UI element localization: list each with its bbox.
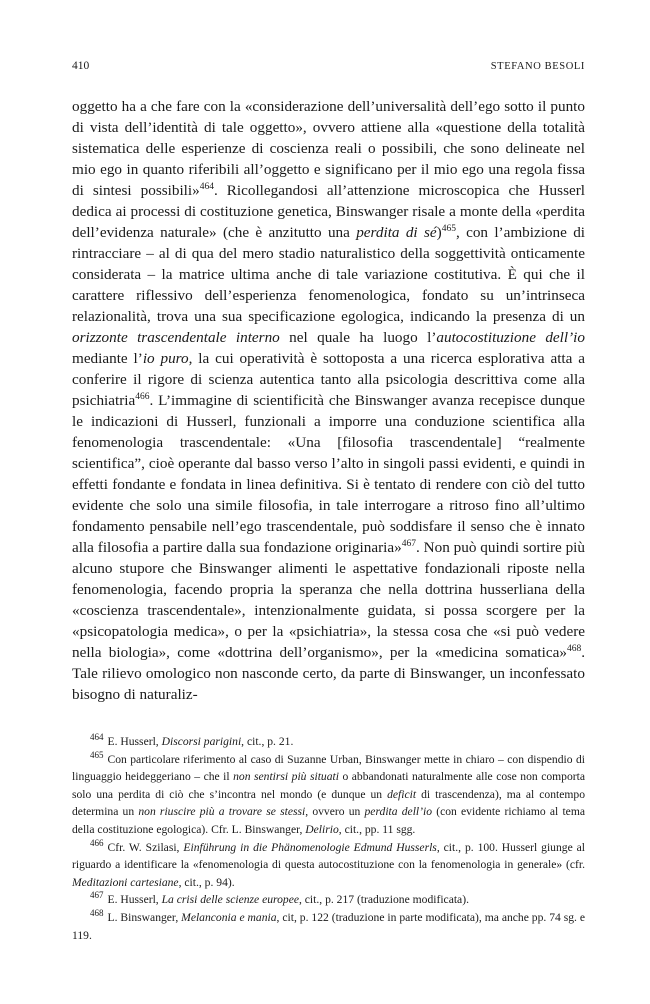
text-run: . Ricollegandosi all’attenzione microscopica che Husserl dedica ai processi di costituzione genetica, Binswanger risale a monte della «perdita dell’evidenza naturale» (che è anzitutto una	[72, 182, 585, 241]
footnote	[72, 891, 585, 909]
page-header	[72, 60, 585, 82]
footnote-number: 467	[90, 890, 104, 901]
text-run: , cit., p. 94).	[178, 875, 235, 889]
footnote	[72, 839, 585, 892]
italic-text: Melanconia e mania	[181, 910, 277, 924]
text-run: o abbandonati naturalmente alle cose non comporta solo una perdita di ciò che s’incontra nel mondo (e dunque un	[72, 770, 585, 801]
footnote-number: 466	[90, 837, 104, 848]
footnote-ref: 468	[566, 643, 582, 654]
italic-text: Einführung in die Phänomenologie Edmund Husserls	[183, 840, 437, 854]
text-run: )	[436, 224, 442, 241]
body-paragraph	[72, 96, 585, 705]
text-run: . L’immagine di scientificità che Binswanger avanza recepisce dunque le indicazioni di Husserl, funzionali a imporre una conduzione scientifica alla fenomenologia trascendentale: «Una [filosofia trascendentale] “realmente scientifica”, cioè operante dal basso verso l’alto in singoli passi evidenti, e quindi in effetti fondante e fondata in linea definitiva. Si è tentato di rendere con ciò del tutto evidente che solo una simile filosofia, in tale interrogare a ritroso fino all’ultimo fondamento pensabile nell’ego trascendentale, può soddisfare il senso che è innato alla filosofia a partire dalla sua fondazione originaria»	[72, 392, 585, 556]
text-run: nel quale ha luogo l’	[279, 329, 437, 346]
footnote	[72, 751, 585, 839]
text-run: di trascendenza), ma al contempo determina un	[72, 787, 585, 819]
text-run: , cit., p. 217 (traduzione modificata).	[298, 893, 469, 907]
footnote-number: 464	[90, 732, 104, 743]
running-head: STEFANO BESOLI	[490, 61, 585, 72]
italic-text: perdita dell’io	[364, 805, 433, 819]
text-run: mediante l’	[72, 350, 143, 367]
footnote	[72, 733, 585, 751]
text-run: , la cui operatività è sottoposta a una ricerca esplorativa atta a conferire il rigore di scienza autentica tanto alla psicologia descrittiva come alla psichiatria	[72, 350, 585, 409]
text-run: Cfr. W. Szilasi,	[107, 840, 184, 854]
italic-text: orizzonte trascendentale interno	[72, 329, 280, 346]
text-run: E. Husserl,	[107, 893, 162, 907]
text-run: , cit, p. 122 (traduzione in parte modificata), ma anche pp. 74 sg. e 119.	[72, 910, 585, 942]
text-run: , cit., pp. 11 sgg.	[338, 822, 416, 836]
text-run: Con particolare riferimento al caso di Suzanne Urban, Binswanger mette in chiaro – con dispendio di linguaggio heideggeriano – che il	[72, 752, 585, 784]
italic-text: Meditazioni cartesiane	[72, 875, 179, 889]
italic-text: autocostituzione dell’io	[436, 329, 585, 346]
text-run: . Non può quindi sortire più alcuno stupore che Binswanger alimenti le aspettative fondazionali riposte nella fenomenologia, facendo propria la speranza che nella dottrina husserliana della «coscienza trascendentale», intenzionalmente guidata, si possa scorgere per la «psicopatologia medica», o per la «psichiatria», la stessa cosa che «si può vedere nella biologia», come «dottrina dell’organismo», per la «medicina somatica»	[72, 539, 585, 661]
italic-text: perdita di sé	[356, 224, 437, 241]
italic-text: deficit	[387, 787, 417, 801]
footnote	[72, 909, 585, 944]
text-run: , con l’ambizione di rintracciare – al di qua del mero stadio naturalistico della soggettività onticamente considerata – la matrice ultima anche di tale variazione costitutiva. È qui che il carattere riflessivo dell’esperienza fenomenologica, fondato su un’intrinseca relazionalità, trova una sua specificazione egologica, indicando la presenza di un	[72, 224, 586, 325]
text-run: , cit., p. 100. Husserl giunge al riguardo a identificare la «fenomenologia di questa autocostituzione con la fenomenologia in generale» (cfr.	[72, 840, 586, 872]
text-run: oggetto ha a che fare con la «considerazione dell’universalità dell’ego sotto il punto di vista dell’identità di tale oggetto», ovvero attiene alla «questione della totalità sistematica delle esperienze di coscienza reali o possibili, che sono delineate nel mio ego in quanto riferibili all’oggetto e significano per il mio ego una regola fissa di sintesi possibili»	[72, 98, 585, 199]
footnote-number: 468	[90, 908, 104, 919]
footnote-ref: 465	[441, 223, 456, 234]
italic-text: Discorsi parigini	[161, 735, 242, 748]
italic-text: non riuscire più a trovare se stessi	[138, 805, 306, 819]
footnote-ref: 466	[135, 391, 150, 402]
italic-text: io puro	[142, 350, 189, 367]
text-run: L. Binswanger,	[107, 910, 182, 924]
footnotes	[72, 733, 585, 944]
italic-text: non sentirsi più situati	[233, 770, 339, 784]
book-page	[72, 60, 585, 944]
footnote-ref: 464	[199, 181, 214, 192]
italic-text: La crisi delle scienze europee	[161, 893, 299, 907]
text-run: , cit., p. 21.	[241, 735, 294, 748]
text-run: (con evidente richiamo al tema della costituzione egologica). Cfr. L. Binswanger,	[72, 805, 585, 836]
italic-text: Delirio	[305, 822, 339, 836]
footnote-ref: 467	[401, 538, 416, 549]
text-run: , ovvero un	[305, 805, 365, 819]
text-run: . Tale rilievo omologico non nasconde certo, da parte di Binswanger, un inconfessato bisogno di naturaliz-	[72, 644, 585, 703]
text-run: E. Husserl,	[107, 735, 162, 748]
footnote-number: 465	[90, 749, 104, 760]
main-text	[72, 96, 585, 705]
page-number: 410	[72, 60, 90, 72]
